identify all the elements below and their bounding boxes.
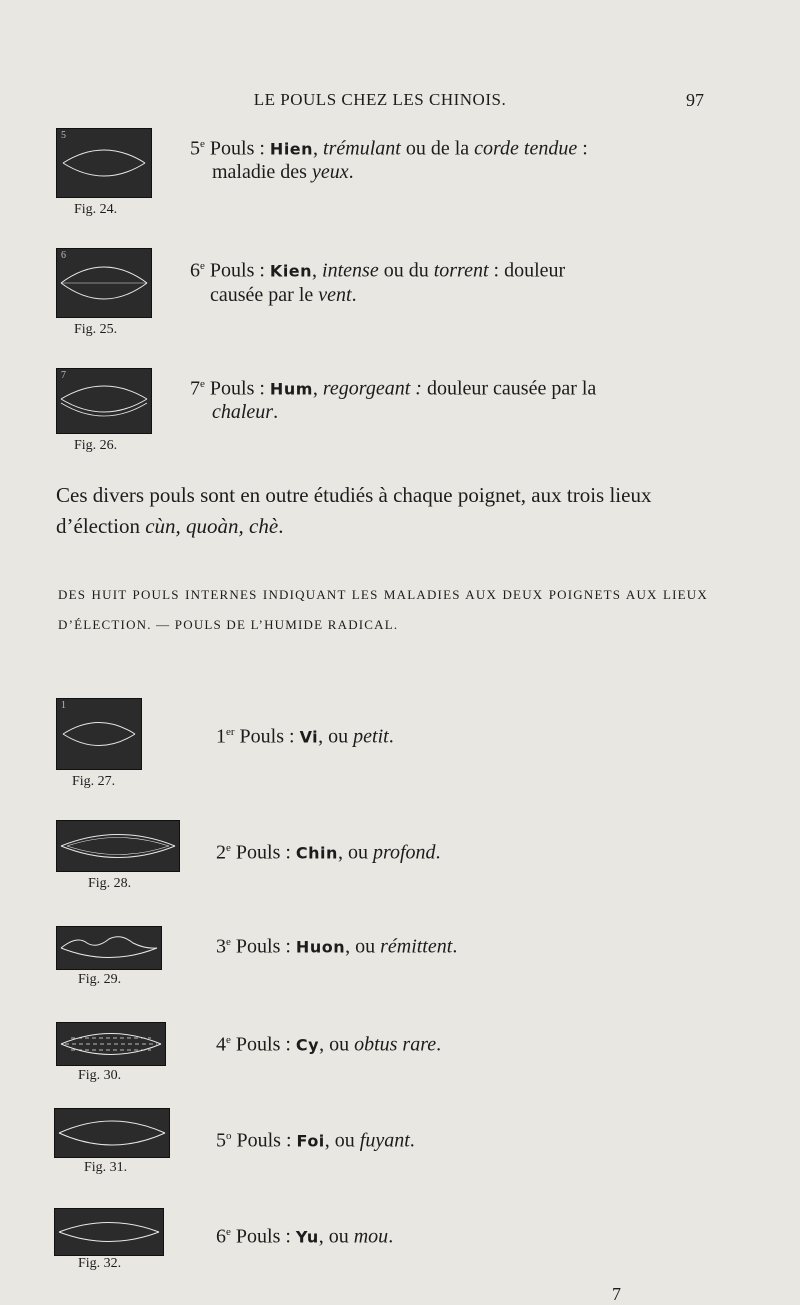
pulse-diagram — [56, 820, 180, 872]
pouls-word: Pouls : — [235, 935, 296, 958]
description-tail: : douleur — [488, 259, 566, 282]
section-heading: DES HUIT POULS INTERNES INDIQUANT LES MALADIES AUX DEUX POIGNETS AUX LIEUX D’ÉLECTION. — POULS DE L’HUMIDE RADICAL. — [58, 587, 708, 632]
pulse-entry-7-line2 — [212, 398, 278, 426]
line2-italic: yeux — [311, 161, 349, 183]
description-mid: douleur causée par la — [421, 377, 597, 400]
pulse-diagram — [56, 368, 152, 434]
pulse-entry-4-cy — [216, 1026, 441, 1060]
separator: , ou — [345, 935, 381, 958]
ordinal: 4 — [216, 1033, 226, 1056]
pouls-word: Pouls : — [235, 1033, 296, 1056]
ordinal: 6 — [216, 1225, 226, 1248]
ordinal-suffix: e — [226, 842, 231, 854]
figure-caption: Fig. 26. — [74, 438, 118, 453]
pulse-entry-5-line2 — [212, 158, 354, 186]
figure-number: 1 — [61, 700, 66, 711]
page-number: 97 — [686, 90, 704, 110]
description-tail: . — [388, 1225, 394, 1248]
pulse-name: Hum — [269, 379, 313, 399]
description-tail: . — [435, 841, 441, 864]
pulse-description: petit — [353, 725, 389, 748]
description-tail: . — [388, 725, 394, 748]
description-mid: ou du — [378, 259, 434, 282]
pulse-curve-graphic — [57, 821, 179, 871]
figure-caption: Fig. 30. — [78, 1068, 122, 1083]
ordinal-suffix: e — [226, 1034, 231, 1046]
paragraph-places: cùn, quoàn, chè — [145, 514, 279, 538]
pulse-diagram — [56, 698, 142, 770]
figure-caption: Fig. 31. — [84, 1160, 128, 1175]
description-tail: . — [409, 1129, 415, 1152]
ordinal: 5 — [216, 1129, 226, 1152]
pouls-word: Pouls : — [209, 259, 270, 282]
pulse-diagram — [56, 1022, 166, 1066]
pulse-name: Kien — [269, 261, 313, 281]
paragraph-text: Ces divers pouls sont en outre étudiés à chaque poignet, aux trois lieux d’élection — [56, 483, 652, 538]
figure-number: 7 — [61, 370, 66, 381]
ordinal-suffix: e — [226, 936, 231, 948]
pulse-description: rémittent — [380, 935, 453, 958]
ordinal: 3 — [216, 935, 226, 958]
signature-mark: 7 — [612, 1284, 621, 1304]
pulse-curve-graphic — [55, 1209, 163, 1255]
pulse-diagram — [54, 1208, 164, 1256]
separator: , ou — [318, 725, 354, 748]
ordinal: 6 — [190, 259, 200, 282]
pulse-name: Hien — [269, 139, 314, 159]
ordinal-suffix: e — [226, 1226, 231, 1238]
paragraph-tail: . — [278, 514, 284, 538]
ordinal: 7 — [190, 377, 200, 400]
separator: , ou — [324, 1129, 360, 1152]
pulse-entry-6-yu — [216, 1218, 393, 1252]
pulse-description: trémulant — [323, 137, 401, 160]
pulse-name: Vi — [299, 727, 319, 747]
pouls-word: Pouls : — [239, 725, 300, 748]
pulse-entry-3-huon — [216, 928, 457, 962]
ordinal-suffix: e — [200, 260, 205, 272]
pulse-entry-6-line2 — [210, 281, 357, 309]
pulse-description: regorgeant : — [322, 377, 422, 400]
running-title: LE POULS CHEZ LES CHINOIS. — [253, 90, 507, 109]
separator: , ou — [319, 1033, 355, 1056]
pulse-diagram — [54, 1108, 170, 1158]
description-tail: : — [577, 137, 588, 160]
figure-caption: Fig. 24. — [74, 202, 118, 217]
line2-tail: . — [273, 401, 279, 423]
pulse-entry-5-foi — [216, 1122, 415, 1156]
ordinal: 2 — [216, 841, 226, 864]
pulse-name: Chin — [295, 843, 338, 863]
pulse-name: Yu — [295, 1227, 319, 1247]
pouls-word: Pouls : — [236, 1129, 297, 1152]
pouls-word: Pouls : — [209, 377, 270, 400]
pulse-name: Huon — [295, 937, 346, 957]
line2-tail: . — [348, 161, 354, 183]
pulse-entry-2-chin — [216, 834, 441, 868]
pulse-curve-graphic — [57, 1023, 165, 1065]
pulse-curve-graphic — [57, 369, 151, 433]
ordinal: 5 — [190, 137, 200, 160]
ordinal-suffix: o — [226, 1130, 232, 1142]
pulse-diagram — [56, 926, 162, 970]
ordinal-suffix: e — [200, 138, 205, 150]
pulse-name: Foi — [296, 1131, 325, 1151]
separator: , — [313, 137, 324, 160]
pulse-entry-1-vi — [216, 718, 394, 752]
pulse-curve-graphic — [57, 129, 151, 197]
line2-italic: vent — [318, 284, 352, 306]
description-tail: . — [452, 935, 458, 958]
figure-caption: Fig. 25. — [74, 322, 118, 337]
ordinal-suffix: e — [200, 378, 205, 390]
pulse-curve-graphic — [55, 1109, 169, 1157]
pouls-word: Pouls : — [209, 137, 270, 160]
line2-tail: . — [351, 284, 357, 306]
separator: , — [312, 259, 323, 282]
running-header — [0, 90, 800, 116]
figure-caption: Fig. 28. — [88, 876, 132, 891]
ordinal-suffix: er — [226, 726, 235, 738]
description-mid: ou de la — [400, 137, 475, 160]
pouls-word: Pouls : — [235, 1225, 296, 1248]
description-tail: . — [436, 1033, 442, 1056]
figure-caption: Fig. 32. — [78, 1256, 122, 1271]
pulse-curve-graphic — [57, 927, 161, 969]
separator: , ou — [318, 1225, 354, 1248]
pulse-description: mou — [353, 1225, 389, 1248]
separator: , ou — [337, 841, 373, 864]
pulse-description-2: corde tendue — [474, 137, 578, 160]
pulse-description: fuyant — [359, 1129, 410, 1152]
line2-text: maladie des — [212, 161, 312, 183]
pulse-diagram — [56, 128, 152, 198]
pulse-name: Cy — [295, 1035, 320, 1055]
pulse-curve-graphic — [57, 249, 151, 317]
line2-text: causée par le — [210, 284, 319, 306]
pulse-description: profond — [372, 841, 436, 864]
pulse-diagram — [56, 248, 152, 318]
pulse-curve-graphic — [57, 699, 141, 769]
line2-italic: chaleur — [212, 401, 274, 423]
pulse-description: obtus rare — [354, 1033, 437, 1056]
pulse-description: intense — [322, 259, 379, 282]
figure-number: 6 — [61, 250, 66, 261]
pulse-description-2: torrent — [433, 259, 489, 282]
figure-caption: Fig. 27. — [72, 774, 116, 789]
figure-caption: Fig. 29. — [78, 972, 122, 987]
figure-number: 5 — [61, 130, 66, 141]
pouls-word: Pouls : — [235, 841, 296, 864]
ordinal: 1 — [216, 725, 226, 748]
body-paragraph — [56, 480, 716, 542]
separator: , — [312, 377, 323, 400]
